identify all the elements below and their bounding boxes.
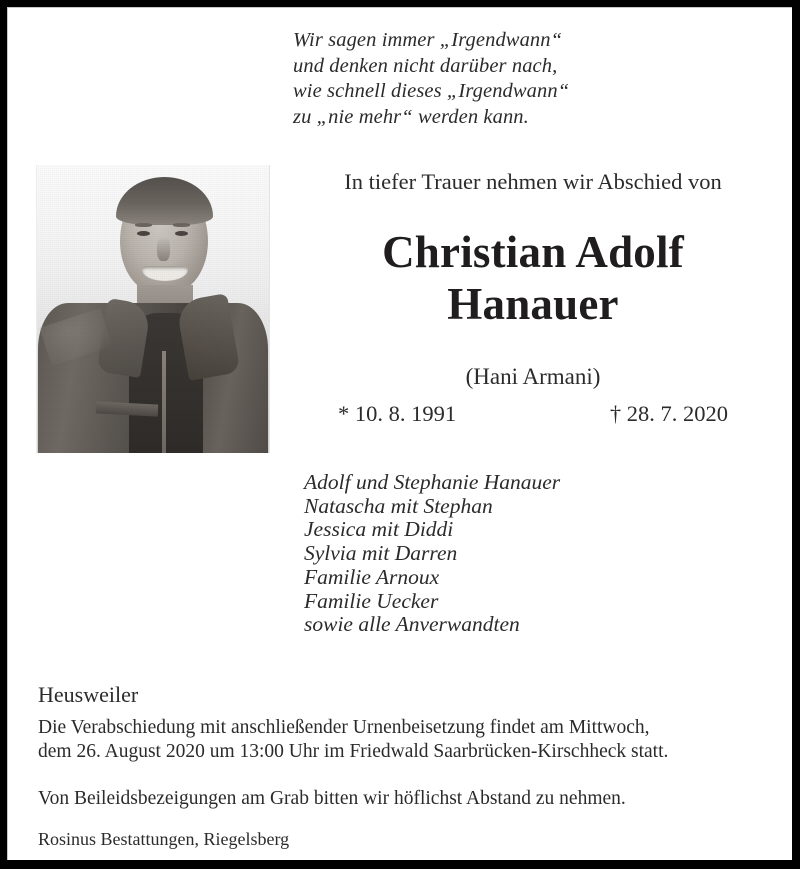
mourner-line: Jessica mit Diddi xyxy=(304,517,454,542)
mourner-line: Natascha mit Stephan xyxy=(304,493,493,518)
portrait-photo xyxy=(36,165,270,453)
funeral-arrangement xyxy=(38,716,778,764)
mourner-line: Sylvia mit Darren xyxy=(304,541,458,566)
mourning-frame-top xyxy=(0,0,800,7)
deceased-nickname: (Hani Armani) xyxy=(465,364,601,389)
undertaker-credit: Rosinus Bestattungen, Riegelsberg xyxy=(38,829,290,849)
mourner-line: sowie alle Anverwandten xyxy=(304,612,520,637)
mourning-frame-right xyxy=(792,0,800,869)
notice-canvas xyxy=(8,8,792,860)
deceased-name xyxy=(293,226,773,330)
mourning-intro-text: In tiefer Trauer nehmen wir Abschied von xyxy=(344,169,722,194)
verse-line: wie schnell dieses „Irgendwann“ xyxy=(293,80,570,102)
birth-date: * 10. 8. 1991 xyxy=(338,401,457,426)
condolence-request: Von Beileidsbezeigungen am Grab bitten wir höflichst Abstand zu nehmen. xyxy=(38,788,626,809)
memorial-verse xyxy=(293,28,763,130)
deceased-given-names: Christian Adolf xyxy=(382,227,684,277)
place-name: Heusweiler xyxy=(38,682,139,707)
mourner-line: Adolf und Stephanie Hanauer xyxy=(304,470,561,494)
verse-line: zu „nie mehr“ werden kann. xyxy=(293,105,529,128)
mourners-list xyxy=(304,471,774,637)
portrait-edge-shading xyxy=(36,165,270,453)
mourning-frame-left xyxy=(0,0,7,869)
mourning-frame-bottom xyxy=(0,860,800,869)
arrangement-line: Die Verabschiedung mit anschließender Urnenbeisetzung findet am Mittwoch, xyxy=(38,717,650,738)
life-dates xyxy=(338,400,728,427)
mourner-line: Familie Arnoux xyxy=(304,564,440,589)
arrangement-line: dem 26. August 2020 um 13:00 Uhr im Friedwald Saarbrücken-Kirschheck statt. xyxy=(38,741,669,762)
verse-line: und denken nicht darüber nach, xyxy=(293,54,558,77)
deceased-surname: Hanauer xyxy=(447,279,619,329)
verse-line: Wir sagen immer „Irgendwann“ xyxy=(293,29,563,51)
mourner-line: Familie Uecker xyxy=(304,588,439,613)
death-date: † 28. 7. 2020 xyxy=(609,401,728,426)
